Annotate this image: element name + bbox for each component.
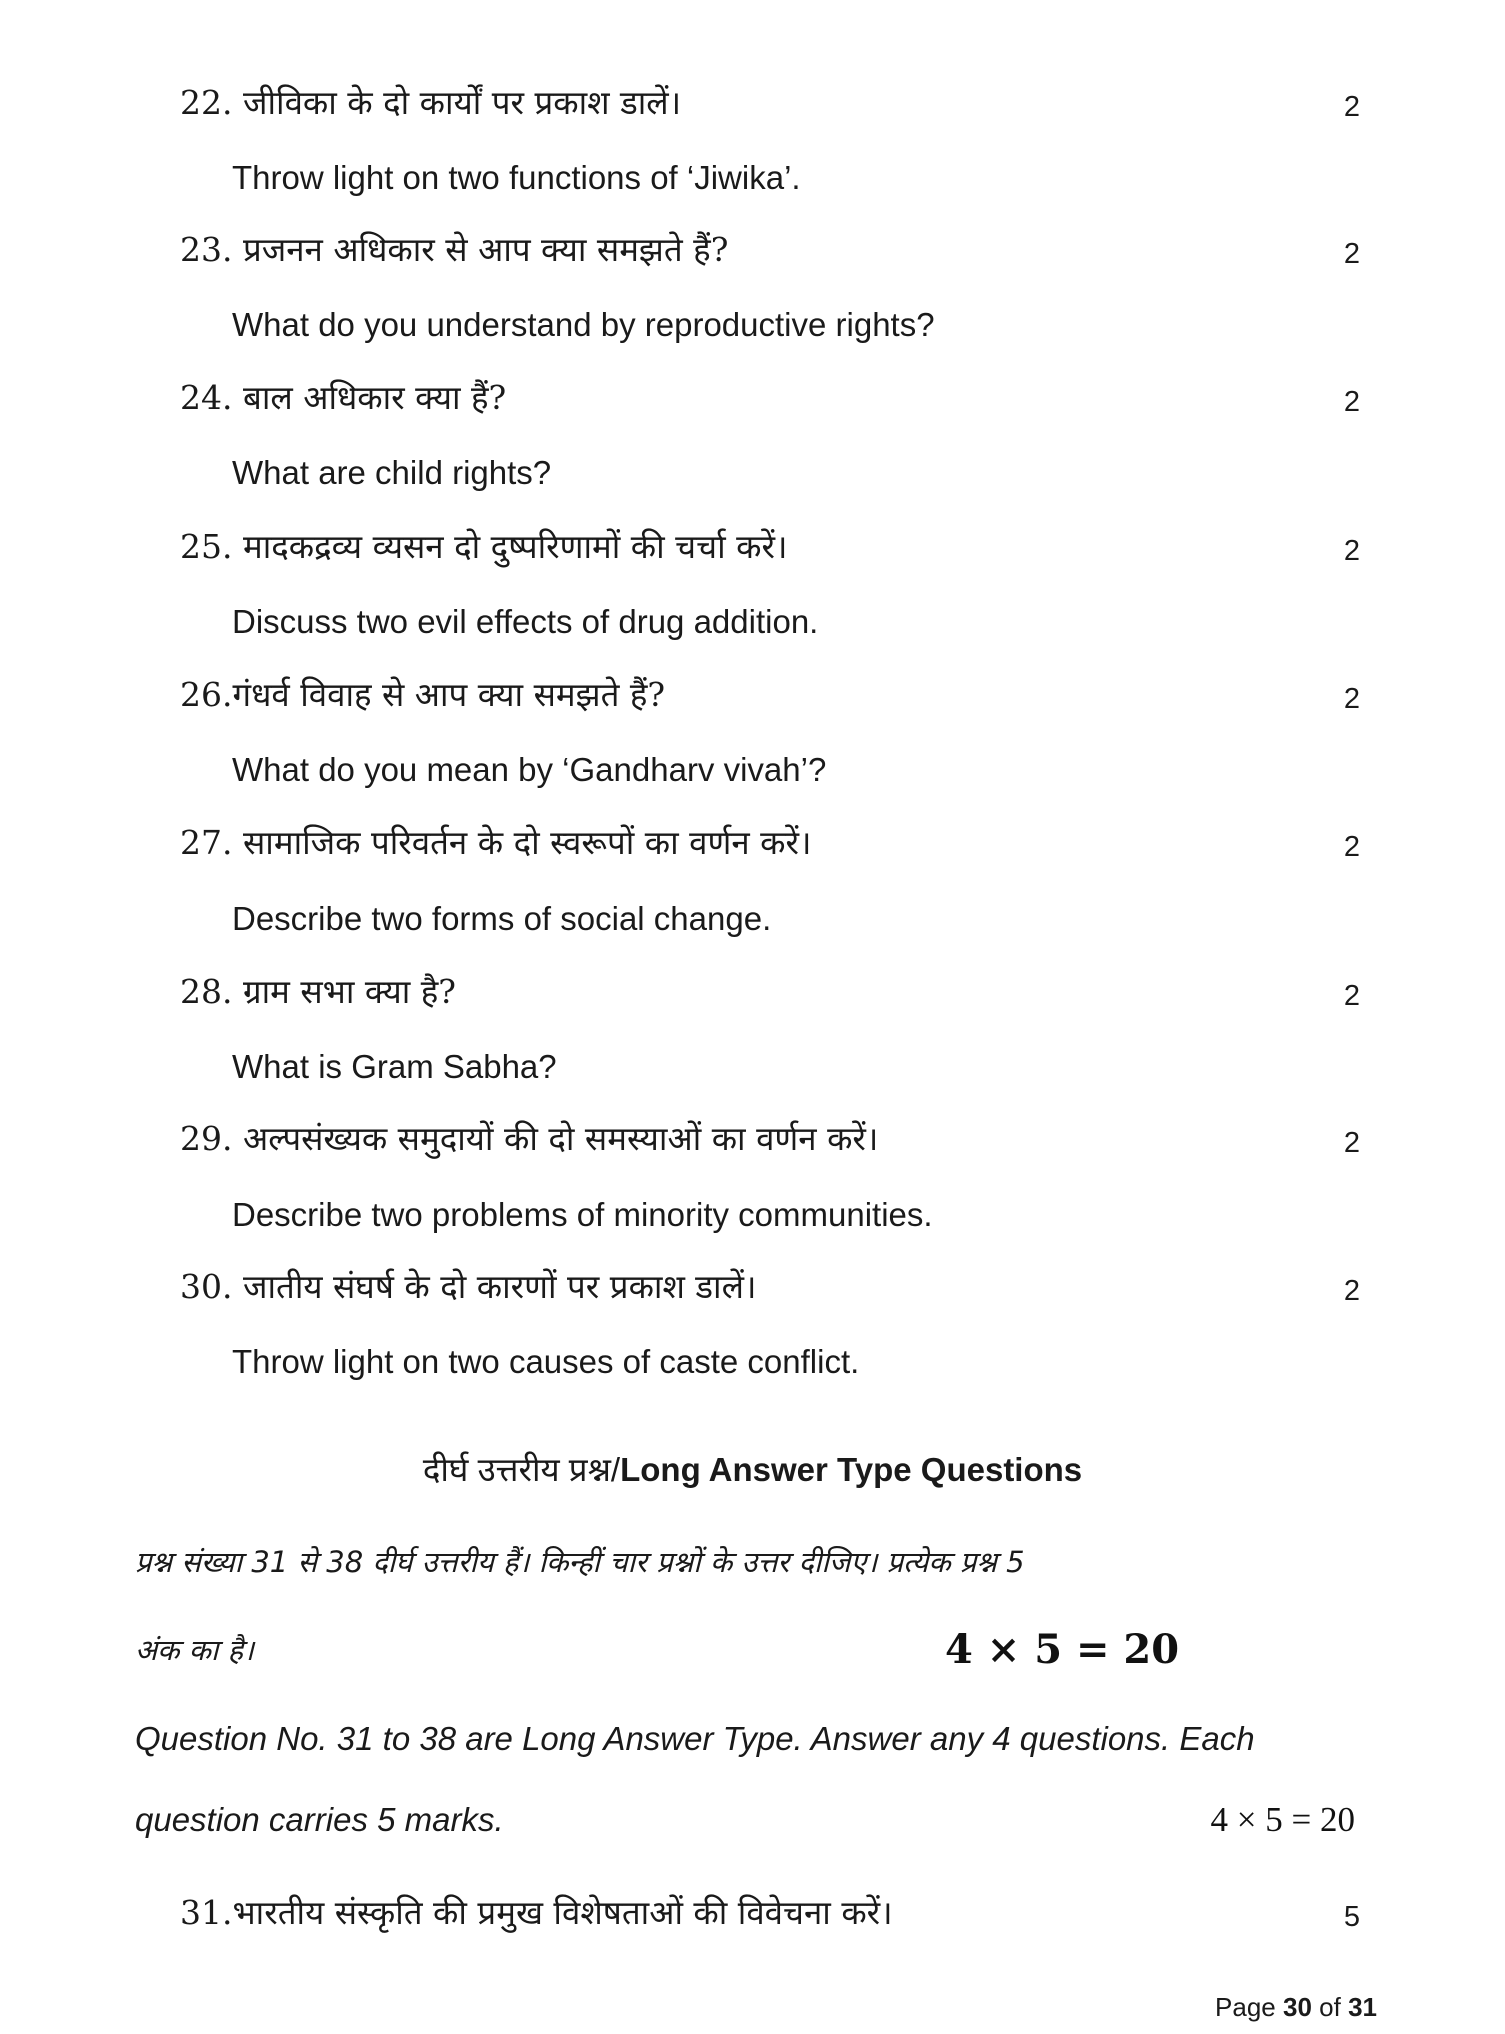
question-english: What is Gram Sabha? — [232, 1048, 557, 1085]
question-marks: 2 — [1343, 831, 1360, 863]
question-marks: 2 — [1343, 238, 1360, 270]
page-total: 31 — [1348, 1992, 1377, 2022]
section-title-english: Long Answer Type Questions — [620, 1451, 1083, 1488]
question-english: Discuss two evil effects of drug addition. — [232, 603, 819, 640]
question-english: What are child rights? — [232, 454, 552, 491]
question-marks: 2 — [1343, 386, 1360, 418]
question-marks: 5 — [1343, 1901, 1360, 1933]
question-marks: 2 — [1343, 91, 1360, 123]
question-25 — [180, 522, 1360, 582]
question-english: What do you mean by ‘Gandharv vivah’? — [232, 751, 827, 788]
question-marks: 2 — [1343, 683, 1360, 715]
question-24 — [180, 373, 1360, 433]
question-hindi: 23. प्रजनन अधिकार से आप क्या समझते हैं? — [180, 230, 729, 269]
question-english: Describe two forms of social change. — [232, 900, 772, 937]
question-hindi: 31.भारतीय संस्कृति की प्रमुख विशेषताओं की विवेचना करें। — [180, 1893, 893, 1932]
page-number — [1215, 1990, 1377, 2024]
question-30 — [180, 1262, 1360, 1322]
question-english: Throw light on two causes of caste conflict. — [232, 1343, 860, 1380]
question-marks: 2 — [1343, 535, 1360, 567]
section-title-hindi: दीर्घ उत्तरीय प्रश्न/ — [422, 1451, 621, 1488]
question-23 — [180, 225, 1360, 285]
question-english: What do you understand by reproductive rights? — [232, 306, 935, 343]
question-hindi: 30. जातीय संघर्ष के दो कारणों पर प्रकाश डालें। — [180, 1267, 757, 1306]
question-english: Describe two problems of minority communities. — [232, 1196, 933, 1233]
question-27 — [180, 818, 1360, 878]
of-label: of — [1319, 1992, 1341, 2022]
question-hindi: 26.गंधर्व विवाह से आप क्या समझते हैं? — [180, 675, 666, 714]
marks-formula: 4 × 5 = 20 — [1210, 1800, 1355, 1839]
instruction-hindi-line2: अंक का है। — [135, 1633, 255, 1667]
question-english: Throw light on two functions of ‘Jiwika’. — [232, 159, 801, 196]
question-31 — [180, 1888, 1360, 1948]
question-marks: 2 — [1343, 1127, 1360, 1159]
question-hindi: 28. ग्राम सभा क्या है? — [180, 972, 456, 1011]
instruction-hindi-line1: प्रश्न संख्या 31 से 38 दीर्घ उत्तरीय हैं। किन्हीं चार प्रश्नों के उत्तर दीजिए। प्रत्येक प्रश्न 5 — [135, 1545, 1025, 1579]
instruction-english-line1: Question No. 31 to 38 are Long Answer Type. Answer any 4 questions. Each — [135, 1720, 1255, 1757]
page-current: 30 — [1283, 1992, 1312, 2022]
question-marks: 2 — [1343, 980, 1360, 1012]
question-hindi: 25. मादकद्रव्य व्यसन दो दुष्परिणामों की चर्चा करें। — [180, 527, 788, 566]
question-marks: 2 — [1343, 1275, 1360, 1307]
marks-formula-bold: 4 × 5 = 20 — [945, 1626, 1180, 1673]
question-hindi: 29. अल्पसंख्यक समुदायों की दो समस्याओं का वर्णन करें। — [180, 1119, 879, 1158]
question-hindi: 22. जीविका के दो कार्यों पर प्रकाश डालें। — [180, 83, 682, 122]
question-hindi: 24. बाल अधिकार क्या हैं? — [180, 378, 507, 417]
section-title — [0, 1445, 1505, 1495]
question-29 — [180, 1114, 1360, 1174]
question-22 — [180, 78, 1360, 138]
instruction-english-line2: question carries 5 marks. — [135, 1801, 504, 1838]
page-label: Page — [1215, 1992, 1276, 2022]
question-28 — [180, 967, 1360, 1027]
question-hindi: 27. सामाजिक परिवर्तन के दो स्वरूपों का वर्णन करें। — [180, 823, 812, 862]
question-26 — [180, 670, 1360, 730]
